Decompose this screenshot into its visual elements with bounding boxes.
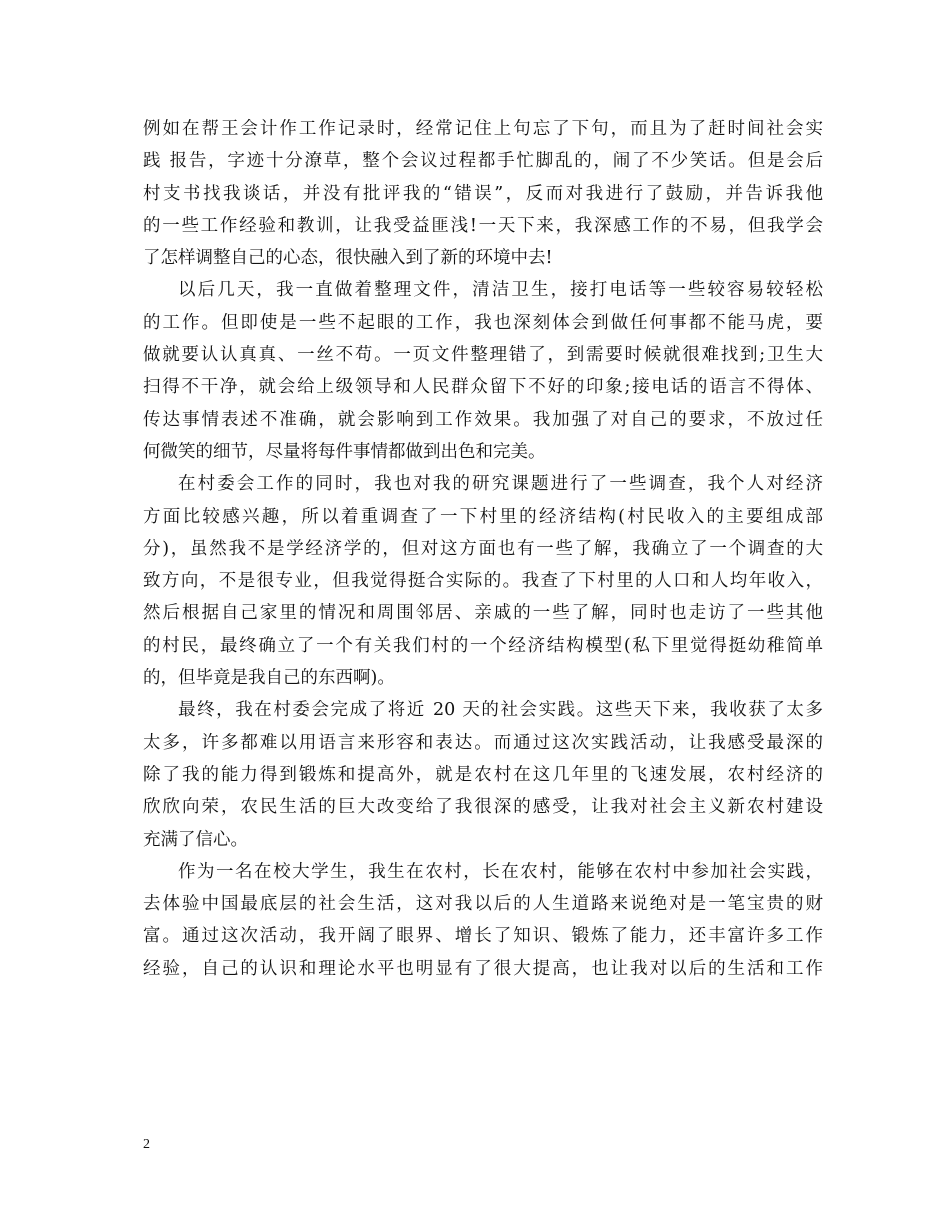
text-line: 践 报告，字迹十分潦草，整个会议过程都手忙脚乱的，闹了不少笑话。但是会后 <box>143 151 823 172</box>
text-line: 经验，自己的认识和理论水平也明显有了很大提高，也让我对以后的生活和工作 <box>143 958 823 979</box>
text-line: 的村民，最终确立了一个有关我们村的一个经济结构模型(私下里觉得挺幼稚简单 <box>143 635 823 656</box>
text-line: 富。通过这次活动，我开阔了眼界、增长了知识、锻炼了能力，还丰富许多工作 <box>143 926 823 947</box>
text-line: 充满了信心。 <box>143 829 248 850</box>
text-line: 村支书找我谈话，并没有批评我的“错误”，反而对我进行了鼓励，并告诉我他 <box>143 183 823 204</box>
text-line: 欣欣向荣，农民生活的巨大改变给了我很深的感受，让我对社会主义新农村建设 <box>143 797 823 818</box>
text-line: 去体验中国最底层的社会生活，这对我以后的人生道路来说绝对是一笔宝贵的财 <box>143 894 823 915</box>
text-line: 太多，许多都难以用语言来形容和表达。而通过这次实践活动，让我感受最深的 <box>143 732 823 753</box>
text-line: 在村委会工作的同时，我也对我的研究课题进行了一些调查，我个人对经济 <box>178 474 823 495</box>
text-line: 致方向，不是很专业，但我觉得挺合实际的。我查了下村里的人口和人均年收入， <box>143 571 823 592</box>
text-line: 的，但毕竟是我自己的东西啊)。 <box>143 668 395 689</box>
text-line: 何微笑的细节，尽量将每件事情都做到出色和完美。 <box>143 441 546 462</box>
text-line: 最终，我在村委会完成了将近 20 天的社会实践。这些天下来，我收获了太多 <box>178 700 823 721</box>
text-line: 方面比较感兴趣，所以着重调查了一下村里的经济结构(村民收入的主要组成部 <box>143 506 823 527</box>
text-line: 除了我的能力得到锻炼和提高外，就是农村在这几年里的飞速发展，农村经济的 <box>143 764 823 785</box>
text-line: 的工作。但即使是一些不起眼的工作，我也深刻体会到做任何事都不能马虎，要 <box>143 312 823 333</box>
text-line: 例如在帮王会计作工作记录时，经常记住上句忘了下句，而且为了赶时间社会实 <box>143 119 823 139</box>
text-line: 的一些工作经验和教训，让我受益匪浅!一天下来，我深感工作的不易，但我学会 <box>143 215 823 236</box>
text-line: 然后根据自己家里的情况和周围邻居、亲戚的一些了解，同时也走访了一些其他 <box>143 603 823 624</box>
body-text <box>143 113 823 985</box>
text-line: 了怎样调整自己的心态，很快融入到了新的环境中去! <box>143 248 553 269</box>
text-line: 作为一名在校大学生，我生在农村，长在农村，能够在农村中参加社会实践， <box>178 861 823 882</box>
text-line: 做就要认认真真、一丝不苟。一页文件整理错了，到需要时候就很难找到;卫生大 <box>143 345 823 366</box>
text-line: 分)，虽然我不是学经济学的，但对这方面也有一些了解，我确立了一个调查的大 <box>143 538 823 559</box>
text-line: 传达事情表述不准确，就会影响到工作效果。我加强了对自己的要求，不放过任 <box>143 409 823 430</box>
page-number: 2 <box>143 1137 150 1152</box>
text-line: 扫得不干净，就会给上级领导和人民群众留下不好的印象;接电话的语言不得体、 <box>143 377 823 398</box>
text-line: 以后几天，我一直做着整理文件，清洁卫生，接打电话等一些较容易较轻松 <box>178 280 823 301</box>
